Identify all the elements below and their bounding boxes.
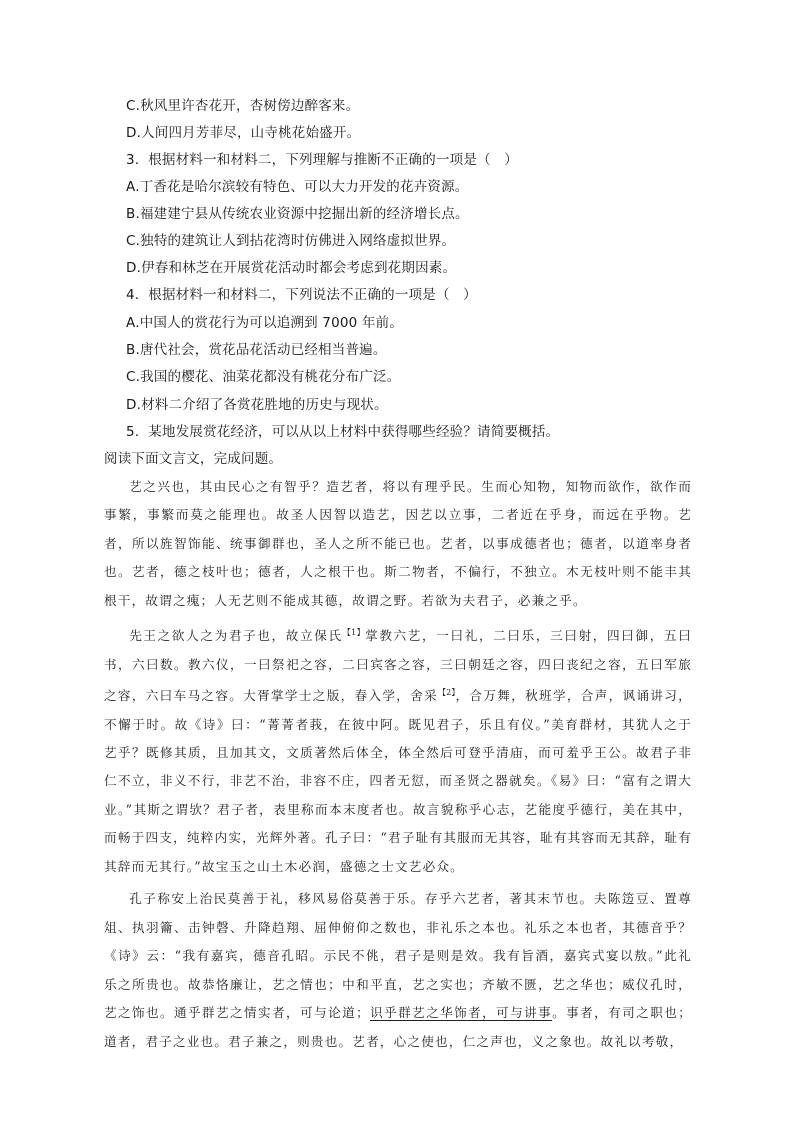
q3-option-a: A.丁香花是哈尔滨较有特色、可以大力开发的花卉资源。 [126, 179, 469, 195]
q3-option-d: D.伊春和林芝在开展赏花活动时都会考虑到花期因素。 [126, 260, 457, 276]
q2-option-d: D.人间四月芳菲尽，山寺桃花始盛开。 [126, 125, 361, 141]
passage-p3-text-a: 孔子称安上治民莫善于礼，移风易俗莫善于乐。存乎六艺者，著其末节也。夫陈笾豆、置尊俎、执羽籥、击钟磬、升降趋翔、屈伸俯仰之数也，非礼乐之本也。礼乐之本也者，其德音乎？《诗》云：“我有嘉宾，德音孔昭。示民不佻，君子是则是效。我有旨酒，嘉宾式宴以敖。”此礼乐之所贵也。故恭恪廉让，艺之情也；中和平直，艺之实也；齐敏不匮，艺之华也；威仪孔时，艺之饰也。通乎群艺之情实者，可与论道； [104, 891, 692, 1021]
question-5-stem: 5. 某地发展赏花经济，可以从以上材料中获得哪些经验？请简要概括。 [126, 424, 560, 440]
q4-option-a: A.中国人的赏花行为可以追溯到 7000 年前。 [126, 315, 404, 331]
question-4-stem: 4. 根据材料一和材料二，下列说法不正确的一项是（ ） [126, 287, 477, 303]
reading-instructions: 阅读下面文言文，完成问题。 [104, 451, 283, 467]
q4-option-c: C.我国的樱花、油菜花都没有桃花分布广泛。 [126, 369, 401, 385]
q4-option-d: D.材料二介绍了各赏花胜地的历史与现状。 [126, 397, 388, 413]
footnote-marker-1: 【1】 [342, 628, 366, 638]
q2-option-c: C.秋风里许杏花开，杏树傍边醉客来。 [126, 98, 360, 114]
passage-p3-text-b: 。事者，有司之职也；道者，君子之业也。君子兼之，则贵也。艺者，心之使也，仁之声也，义之象也。故礼以考敬， [104, 1005, 692, 1049]
passage-paragraph-1: 艺之兴也，其由民心之有智乎？造艺者，将以有理乎民。生而心知物，知物而欲作，欲作而事繁，事繁而莫之能理也。故圣人因智以造艺，因艺以立事，二者近在乎身，而远在乎物。艺者，所以旌智饰能、统事御群也，圣人之所不能已也。艺者，以事成德者也；德者，以道率身者也。艺者，德之枝叶也；德者，人之根干也。斯二物者，不偏行，不独立。木无枝叶则不能丰其根干，故谓之瘣；人无艺则不能成其德，故谓之野。若欲为夫君子，必兼之乎。 [104, 479, 692, 608]
passage-paragraph-3 [104, 885, 692, 1055]
passage-p2-text-a: 先王之欲人之为君子也，故立保氏 [129, 628, 343, 644]
passage-paragraph-2 [104, 619, 692, 881]
q4-option-b: B.唐代社会，赏花品花活动已经相当普遍。 [126, 342, 387, 358]
question-3-stem: 3. 根据材料一和材料二，下列理解与推断不正确的一项是（ ） [126, 152, 518, 168]
underlined-sentence: 识乎群艺之华饰者，可与讲事 [369, 1005, 553, 1021]
q3-option-c: C.独特的建筑让人到拈花湾时仿佛进入网络虚拟世界。 [126, 233, 456, 249]
passage-p2-text-b: 掌教六艺，一曰礼，二曰乐，三曰射，四曰御，五曰书，六曰数。教六仪，一曰祭祀之容，二曰宾客之容，三曰朝廷之容，四曰丧纪之容，五曰军旅之容，六曰车马之容。大胥掌学士之版，春入学，舍采 [104, 628, 693, 704]
q3-option-b: B.福建建宁县从传统农业资源中挖掘出新的经济增长点。 [126, 206, 469, 222]
passage-p2-text-c: ，合万舞，秋班学，合声，讽诵讲习，不懈于时。故《诗》曰：“菁菁者莪，在彼中阿。既见君子，乐且有仪。”美育群材，其犹人之于艺乎？既修其质，且加其文，文质著然后体全，体全然后可登乎清庙，而可羞乎王公。故君子非仁不立，非义不行，非艺不治，非容不庄，四者无愆，而圣贤之器就矣。《易》曰：“富有之谓大业。”其斯之谓欤？君子者，表里称而本末度者也。故言貌称乎心志，艺能度乎德行，美在其中，而畅于四支，纯粹内实，光辉外著。孔子曰：“君子耻有其服而无其容，耻有其容而无其辞，耻有其辞而无其行。”故宝玉之山土木必润，盛德之士文艺必众。 [104, 688, 692, 874]
classical-chinese-passage [104, 473, 692, 1056]
footnote-marker-2: 【2】 [438, 688, 456, 698]
